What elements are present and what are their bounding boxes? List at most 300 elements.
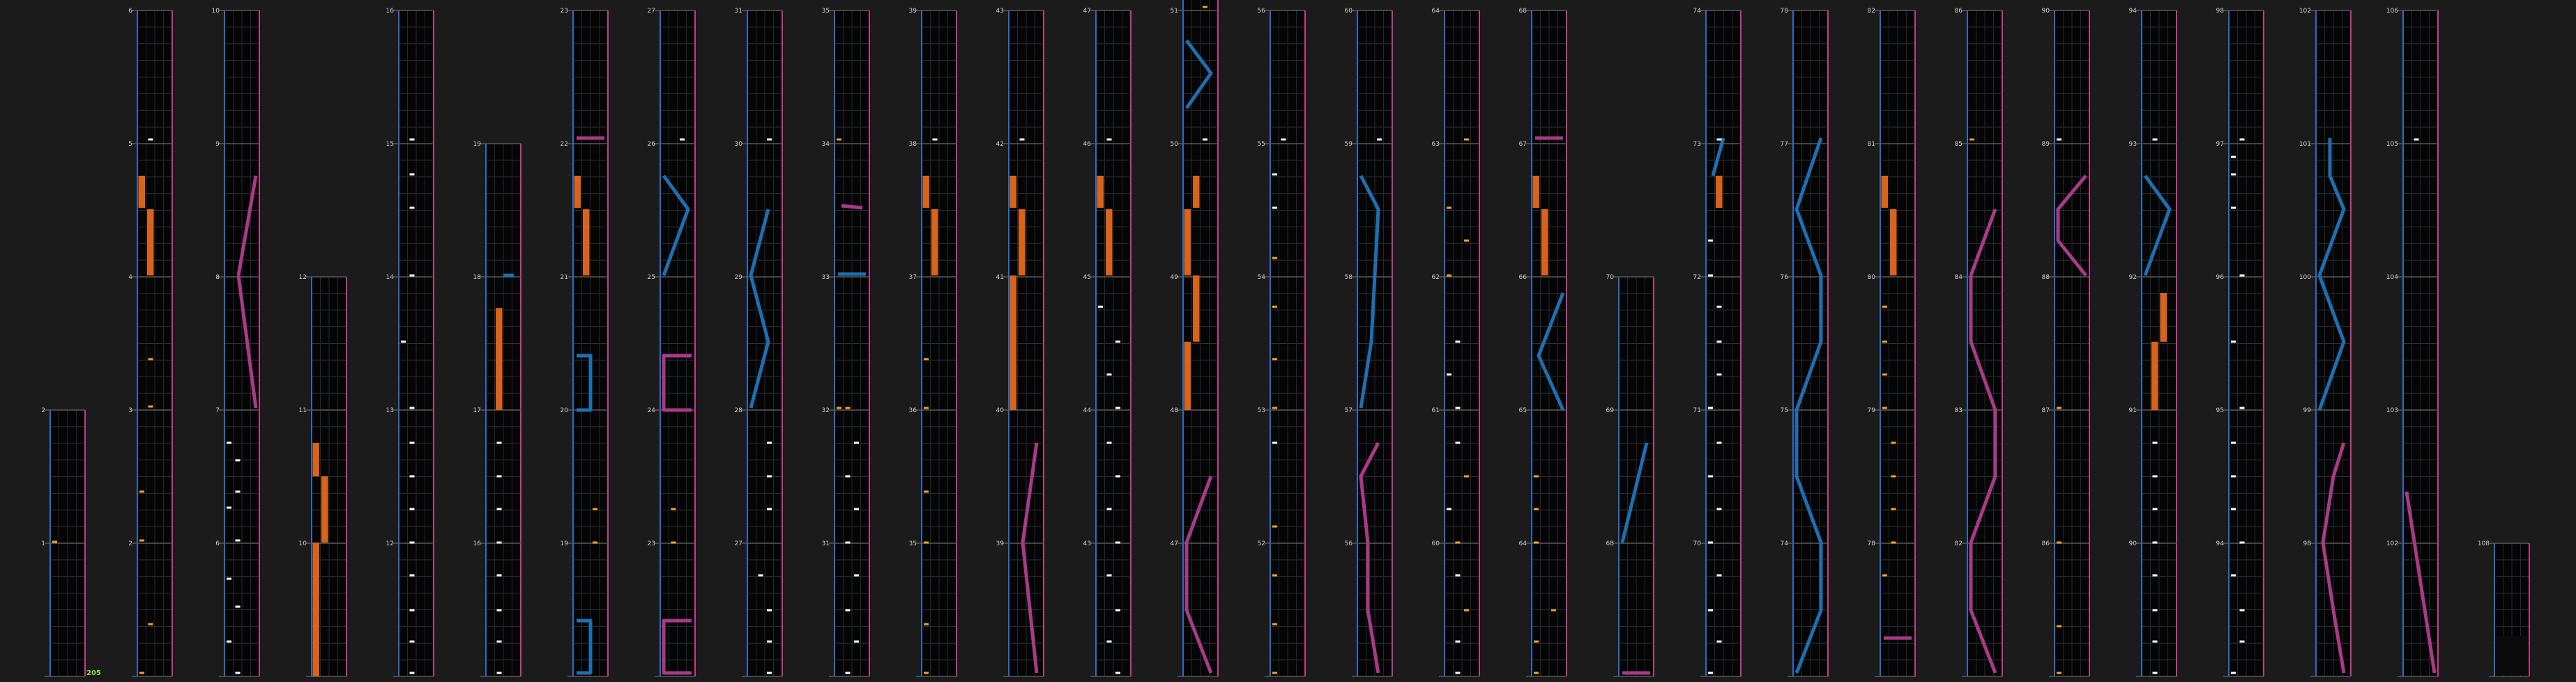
tap-note xyxy=(671,542,676,544)
measure-number: 61 xyxy=(1431,407,1440,414)
hold-note xyxy=(1019,209,1026,275)
slide-path xyxy=(841,206,862,208)
measure-number: 4 xyxy=(128,274,132,281)
measure-number: 12 xyxy=(386,540,394,547)
hold-note xyxy=(1716,176,1723,208)
tap-note xyxy=(1107,139,1112,141)
measure-number: 45 xyxy=(1083,274,1091,281)
measure-number: 84 xyxy=(1954,274,1963,281)
measure-number: 41 xyxy=(996,274,1004,281)
tap-note xyxy=(2414,139,2419,141)
tap-note xyxy=(227,507,231,509)
tap-note xyxy=(1272,358,1277,361)
hold-note xyxy=(313,443,320,476)
measure-number: 36 xyxy=(908,407,917,414)
tap-note xyxy=(1969,139,1974,141)
tap-note xyxy=(1272,306,1277,308)
measure-number: 33 xyxy=(821,274,830,281)
tap-note xyxy=(1272,442,1277,444)
measure-column[interactable] xyxy=(561,8,608,676)
measure-number: 31 xyxy=(734,8,742,15)
measure-column[interactable] xyxy=(1606,274,1654,676)
measure-number: 77 xyxy=(1780,141,1788,148)
tap-note xyxy=(837,139,841,141)
tap-note xyxy=(1272,623,1277,626)
tap-note xyxy=(227,641,231,643)
tap-note xyxy=(1708,240,1713,242)
measure-number: 74 xyxy=(1780,540,1788,547)
measure-number: 44 xyxy=(1083,407,1091,414)
tap-note xyxy=(593,542,597,544)
measure-number: 65 xyxy=(1518,407,1527,414)
tap-note xyxy=(139,672,144,674)
measure-column[interactable] xyxy=(2386,8,2438,676)
tap-note xyxy=(1891,508,1896,510)
measure-number: 79 xyxy=(1867,407,1875,414)
tap-note xyxy=(1107,508,1112,510)
tap-note xyxy=(1717,442,1722,444)
tap-note xyxy=(1098,306,1103,308)
measure-number: 6 xyxy=(215,540,220,547)
tap-note xyxy=(497,575,502,577)
tap-note xyxy=(846,542,851,544)
measure-number: 82 xyxy=(1954,540,1963,547)
tap-note xyxy=(1115,542,1120,544)
tap-note xyxy=(854,641,859,643)
tap-note xyxy=(2153,476,2158,478)
tap-note xyxy=(1891,542,1896,544)
tap-note xyxy=(410,275,415,277)
tap-note xyxy=(1447,275,1451,277)
tap-note xyxy=(497,609,502,612)
tap-note xyxy=(1717,139,1722,141)
measure-number: 92 xyxy=(2128,274,2137,281)
measure-number: 21 xyxy=(560,274,568,281)
hold-note xyxy=(313,543,320,676)
measure-number: 55 xyxy=(1257,141,1265,148)
measure-number: 42 xyxy=(996,141,1004,148)
measure-number: 70 xyxy=(1606,274,1614,281)
tap-note xyxy=(1882,306,1887,308)
hold-note xyxy=(1193,275,1200,342)
tap-note xyxy=(1464,139,1469,141)
tap-note xyxy=(924,623,929,626)
measure-number: 13 xyxy=(386,407,394,414)
measure-number: 74 xyxy=(1693,8,1701,15)
measure-number: 16 xyxy=(473,540,481,547)
hold-note xyxy=(931,209,938,275)
tap-note xyxy=(410,139,415,141)
tap-note xyxy=(854,442,859,444)
tap-note xyxy=(2231,174,2236,176)
tap-note xyxy=(1107,442,1112,444)
measure-column[interactable] xyxy=(41,407,85,676)
tap-note xyxy=(1708,672,1713,674)
measure-number: 64 xyxy=(1518,540,1527,547)
measure-number: 97 xyxy=(2216,141,2224,148)
combo-counter: 205 xyxy=(86,669,101,677)
tap-note xyxy=(1464,240,1469,242)
tap-note xyxy=(846,476,851,478)
tap-note xyxy=(1272,257,1277,259)
measure-number: 62 xyxy=(1431,274,1440,281)
tap-note xyxy=(497,508,502,510)
measure-number: 3 xyxy=(128,407,132,414)
measure-number: 18 xyxy=(473,274,481,281)
measure-number: 99 xyxy=(2303,407,2311,414)
measure-number: 35 xyxy=(908,540,917,547)
tap-note xyxy=(410,575,415,577)
measure-column[interactable] xyxy=(299,274,346,676)
measure-number: 78 xyxy=(1867,540,1875,547)
measure-number: 75 xyxy=(1780,407,1788,414)
measure-column[interactable] xyxy=(212,8,259,676)
tap-note xyxy=(410,174,415,176)
tap-note xyxy=(148,623,153,626)
tap-note xyxy=(2153,508,2158,510)
measure-number: 86 xyxy=(1954,8,1963,15)
measure-number: 78 xyxy=(1780,8,1788,15)
hold-note xyxy=(574,176,581,208)
measure-number: 2 xyxy=(128,540,132,547)
hold-note xyxy=(1890,209,1897,275)
tap-note xyxy=(767,139,772,141)
tap-note xyxy=(2153,609,2158,612)
measure-column[interactable] xyxy=(909,8,957,676)
tap-note xyxy=(1882,341,1887,343)
tap-note xyxy=(924,672,929,674)
measure-number: 48 xyxy=(1170,407,1178,414)
tap-note xyxy=(1456,575,1461,577)
tap-note xyxy=(236,540,241,542)
measure-number: 100 xyxy=(2299,274,2311,281)
measure-number: 27 xyxy=(734,540,742,547)
tap-note xyxy=(410,542,415,544)
measure-number: 11 xyxy=(298,407,307,414)
measure-number: 9 xyxy=(215,141,220,148)
measure-column[interactable] xyxy=(1868,8,1915,676)
measure-number: 10 xyxy=(211,8,220,15)
tap-note xyxy=(1882,374,1887,376)
measure-number: 85 xyxy=(1954,141,1963,148)
measure-column[interactable] xyxy=(128,8,172,676)
measure-number: 34 xyxy=(821,141,830,148)
tap-note xyxy=(401,341,406,343)
tap-note xyxy=(1551,609,1556,612)
measure-number: 86 xyxy=(2041,540,2050,547)
tap-note xyxy=(2153,542,2158,544)
measure-number: 49 xyxy=(1170,274,1178,281)
tap-note xyxy=(2057,626,2061,628)
tap-note xyxy=(1272,207,1277,209)
hold-note xyxy=(583,209,590,275)
measure-number: 102 xyxy=(2299,8,2311,15)
tap-note xyxy=(2153,672,2158,674)
measure-number: 26 xyxy=(647,141,655,148)
tap-note xyxy=(1115,672,1120,674)
tap-note xyxy=(1272,526,1277,528)
hold-note xyxy=(1184,209,1191,275)
measure-number: 31 xyxy=(821,540,830,547)
measure-column[interactable] xyxy=(2042,8,2089,676)
measure-number: 94 xyxy=(2216,540,2224,547)
tap-note xyxy=(1464,609,1469,612)
measure-column[interactable] xyxy=(996,8,1044,676)
tap-note xyxy=(767,672,772,674)
measure-number: 67 xyxy=(1518,141,1527,148)
tap-note xyxy=(767,442,772,444)
tap-note xyxy=(1717,374,1722,376)
tap-note xyxy=(680,139,685,141)
tap-note xyxy=(846,609,851,612)
measure-column[interactable] xyxy=(1258,8,1305,676)
measure-number: 43 xyxy=(1083,540,1091,547)
measure-number: 39 xyxy=(908,8,917,15)
tap-note xyxy=(497,476,502,478)
hold-note xyxy=(1541,209,1548,275)
hold-note xyxy=(2151,342,2158,410)
tap-note xyxy=(2231,476,2236,478)
measure-number: 69 xyxy=(1606,407,1614,414)
measure-number: 101 xyxy=(2299,141,2311,148)
measure-number: 19 xyxy=(473,141,481,148)
measure-number: 28 xyxy=(734,407,742,414)
tap-note xyxy=(933,139,938,141)
tap-note xyxy=(2231,341,2236,343)
tap-note xyxy=(767,641,772,643)
tap-note xyxy=(236,491,241,493)
tap-note xyxy=(924,491,929,493)
hold-note xyxy=(139,176,146,208)
measure-number: 46 xyxy=(1083,141,1091,148)
measure-number: 73 xyxy=(1693,141,1701,148)
measure-number: 22 xyxy=(560,141,568,148)
tap-note xyxy=(1456,442,1461,444)
hold-note xyxy=(1184,342,1191,410)
tap-note xyxy=(1708,407,1713,409)
measure-number: 23 xyxy=(647,540,655,547)
tap-note xyxy=(846,672,851,674)
tap-note xyxy=(1456,641,1461,643)
tap-note xyxy=(1891,442,1896,444)
tap-note xyxy=(497,542,502,544)
measure-number: 1 xyxy=(41,540,45,547)
measure-number: 66 xyxy=(1518,274,1527,281)
measure-number: 32 xyxy=(821,407,830,414)
measure-number: 70 xyxy=(1693,540,1701,547)
tap-note xyxy=(497,442,502,444)
measure-number: 19 xyxy=(560,540,568,547)
tap-note xyxy=(1107,641,1112,643)
measure-number: 60 xyxy=(1431,540,1440,547)
tap-note xyxy=(1456,407,1461,409)
tap-note xyxy=(2240,542,2245,544)
tap-note xyxy=(236,672,241,674)
tap-note xyxy=(1882,575,1887,577)
tap-note xyxy=(1115,609,1120,612)
tap-note xyxy=(767,508,772,510)
tap-note xyxy=(1534,542,1539,544)
tap-note xyxy=(767,476,772,478)
hold-note xyxy=(2160,293,2167,342)
measure-column[interactable] xyxy=(1955,8,2002,676)
measure-number: 102 xyxy=(2386,540,2398,547)
measure-number: 60 xyxy=(1344,8,1352,15)
tap-note xyxy=(2240,641,2245,643)
measure-column[interactable] xyxy=(648,8,695,676)
measure-number: 14 xyxy=(386,274,394,281)
tap-note xyxy=(2057,672,2061,674)
measure-number: 20 xyxy=(560,407,568,414)
measure-number: 35 xyxy=(821,8,830,15)
tap-note xyxy=(1456,341,1461,343)
tap-note xyxy=(1891,476,1896,478)
tap-note xyxy=(854,508,859,510)
measure-number: 89 xyxy=(2041,141,2050,148)
measure-number: 7 xyxy=(215,407,220,414)
tap-note xyxy=(497,672,502,674)
measure-number: 51 xyxy=(1170,8,1178,15)
hold-note xyxy=(1097,176,1104,208)
measure-number: 106 xyxy=(2386,8,2398,15)
measure-number: 68 xyxy=(1606,540,1614,547)
tap-note xyxy=(1272,174,1277,176)
tap-note xyxy=(924,358,929,361)
measure-number: 90 xyxy=(2041,8,2050,15)
measure-column[interactable] xyxy=(2216,8,2264,676)
measure-number: 63 xyxy=(1431,141,1440,148)
measure-number: 87 xyxy=(2041,407,2050,414)
measure-number: 54 xyxy=(1257,274,1265,281)
tap-note xyxy=(837,407,841,409)
measure-number: 15 xyxy=(386,141,394,148)
hold-note xyxy=(321,476,328,543)
tap-note xyxy=(1020,139,1025,141)
measure-number: 98 xyxy=(2216,8,2224,15)
measure-number: 96 xyxy=(2216,274,2224,281)
measure-number: 25 xyxy=(647,274,655,281)
tap-note xyxy=(2057,407,2061,409)
tap-note xyxy=(767,609,772,612)
measure-column[interactable] xyxy=(822,8,869,676)
tap-note xyxy=(1115,407,1120,409)
tap-note xyxy=(148,139,153,141)
measure-number: 64 xyxy=(1431,8,1440,15)
tap-note xyxy=(2231,442,2236,444)
measure-number: 38 xyxy=(908,141,917,148)
measure-number: 53 xyxy=(1257,407,1265,414)
tap-note xyxy=(1534,641,1539,643)
measure-number: 80 xyxy=(1867,274,1875,281)
tap-note xyxy=(236,460,241,462)
tap-note xyxy=(924,542,929,544)
measure-number: 76 xyxy=(1780,274,1788,281)
tap-note xyxy=(410,641,415,643)
measure-number: 82 xyxy=(1867,8,1875,15)
measure-number: 23 xyxy=(560,8,568,15)
measure-number: 16 xyxy=(386,8,394,15)
measure-number: 72 xyxy=(1693,274,1701,281)
measure-number: 83 xyxy=(1954,407,1963,414)
measure-number: 93 xyxy=(2128,141,2137,148)
tap-note xyxy=(139,491,144,493)
measure-number: 57 xyxy=(1344,407,1352,414)
measure-number: 50 xyxy=(1170,141,1178,148)
measure-number: 68 xyxy=(1518,8,1527,15)
tap-note xyxy=(1272,672,1277,674)
measure-number: 24 xyxy=(647,407,655,414)
tap-note xyxy=(1717,306,1722,308)
tap-note xyxy=(1115,476,1120,478)
tap-note xyxy=(1447,374,1451,376)
tap-note xyxy=(410,476,415,478)
end-marker xyxy=(2496,636,2528,675)
measure-number: 103 xyxy=(2386,407,2398,414)
measure-number: 2 xyxy=(41,407,45,414)
tap-note xyxy=(2153,442,2158,444)
measure-number: 98 xyxy=(2303,540,2311,547)
hold-note xyxy=(496,308,503,410)
tap-note xyxy=(410,207,415,209)
tap-note xyxy=(1534,672,1539,674)
tap-note xyxy=(227,578,231,580)
tap-note xyxy=(1717,641,1722,643)
tap-note xyxy=(410,672,415,674)
measure-number: 52 xyxy=(1257,540,1265,547)
tap-note xyxy=(2057,139,2061,141)
measure-number: 6 xyxy=(128,8,132,15)
hold-note xyxy=(1882,176,1889,208)
measure-number: 94 xyxy=(2128,8,2137,15)
tap-note xyxy=(2231,672,2236,674)
tap-note xyxy=(1717,575,1722,577)
measure-number: 71 xyxy=(1693,407,1701,414)
tap-note xyxy=(1115,341,1120,343)
tap-note xyxy=(1708,275,1713,277)
measure-number: 56 xyxy=(1257,8,1265,15)
measure-number: 104 xyxy=(2386,274,2398,281)
tap-note xyxy=(236,606,241,608)
hold-note xyxy=(1533,176,1540,208)
tap-note xyxy=(2153,575,2158,577)
tap-note xyxy=(1203,6,1207,8)
hold-note xyxy=(1106,209,1113,275)
tap-note xyxy=(410,508,415,510)
measure-number: 10 xyxy=(298,540,307,547)
tap-note xyxy=(1708,476,1713,478)
tap-note xyxy=(1107,575,1112,577)
measure-number: 81 xyxy=(1867,141,1875,148)
tap-note xyxy=(2153,641,2158,643)
measure-number: 90 xyxy=(2128,540,2137,547)
tap-note xyxy=(139,540,144,542)
tap-note xyxy=(410,407,415,409)
tap-note xyxy=(1447,508,1451,510)
measure-number: 59 xyxy=(1344,141,1352,148)
tap-note xyxy=(1717,341,1722,343)
tap-note xyxy=(1203,139,1207,141)
tap-note xyxy=(1534,476,1539,478)
tap-note xyxy=(2153,139,2158,141)
measure-number: 30 xyxy=(734,141,742,148)
measure-number: 39 xyxy=(996,540,1004,547)
measure-number: 8 xyxy=(215,274,220,281)
tap-note xyxy=(410,442,415,444)
measure-number: 56 xyxy=(1344,540,1352,547)
tap-note xyxy=(924,407,929,409)
measure-number: 105 xyxy=(2386,141,2398,148)
tap-note xyxy=(1107,374,1112,376)
